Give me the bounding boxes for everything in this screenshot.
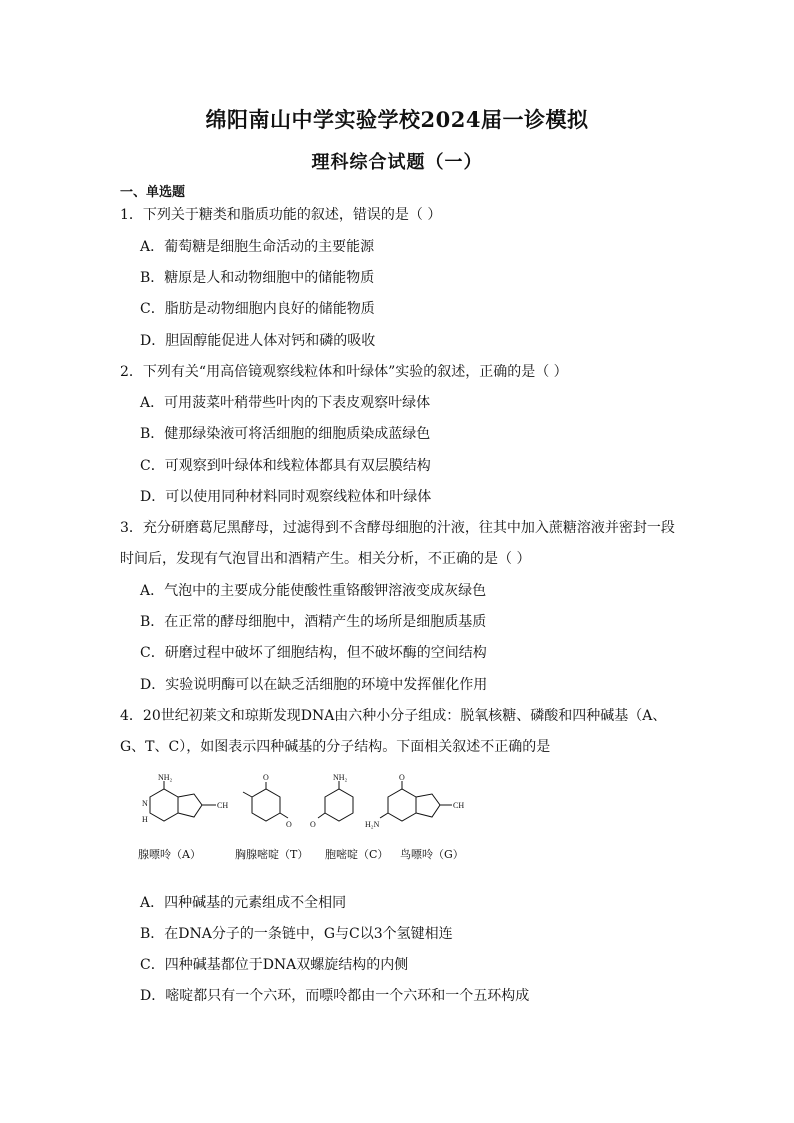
question-4-option-b: B．在DNA分子的一条链中，G与C以3个氢键相连 bbox=[140, 926, 453, 942]
adenine-five-ring bbox=[178, 794, 202, 817]
question-4-option-d: D．嘧啶都只有一个六环，而嘌呤都由一个六环和一个五环构成 bbox=[140, 988, 530, 1004]
question-3-option-c: C．研磨过程中破坏了细胞结构，但不破坏酶的空间结构 bbox=[140, 645, 487, 661]
guanine-six-ring bbox=[388, 789, 416, 821]
question-2-option-b: B．健那绿染液可将活细胞的细胞质染成蓝绿色 bbox=[140, 426, 431, 442]
adenine-nh2-label: NH₂ bbox=[158, 773, 173, 782]
question-4-stem-line-2: G、T、C），如图表示四种碱基的分子结构。下面相关叙述不正确的是 bbox=[120, 739, 551, 755]
thymine-o-top-label: O bbox=[263, 773, 269, 782]
question-1-option-c: C．脂肪是动物细胞内良好的储能物质 bbox=[140, 301, 375, 317]
question-3-stem-line-2: 时间后，发现有气泡冒出和酒精产生。相关分析，不正确的是（ ） bbox=[120, 551, 531, 567]
question-3-option-b: B．在正常的酵母细胞中，酒精产生的场所是细胞质基质 bbox=[140, 614, 487, 630]
question-2-stem: 2．下列有关“用高倍镜观察线粒体和叶绿体”实验的叙述，正确的是（ ） bbox=[120, 364, 568, 380]
adenine-ch-label: CH bbox=[217, 801, 229, 810]
thymine-ring bbox=[252, 789, 280, 821]
question-3-option-d: D．实验说明酶可以在缺乏活细胞的环境中发挥催化作用 bbox=[140, 677, 488, 693]
guanine-five-ring bbox=[416, 794, 440, 817]
exam-title: 绵阳南山中学实验学校2024届一诊模拟 bbox=[205, 107, 589, 132]
guanine-h2n-label: H₂N bbox=[365, 820, 380, 829]
question-4-stem-line-1: 4．20世纪初莱文和琼斯发现DNA由六种小分子组成：脱氧核糖、磷酸和四种碱基（A、 bbox=[120, 708, 667, 724]
guanine-ch-label: CH bbox=[453, 801, 465, 810]
bases-structure-svg bbox=[130, 772, 510, 867]
question-3-option-a: A．气泡中的主要成分能使酸性重铬酸钾溶液变成灰绿色 bbox=[140, 583, 487, 599]
question-1-option-b: B．糖原是人和动物细胞中的储能物质 bbox=[140, 270, 375, 286]
cytosine-nh2-label: NH₂ bbox=[333, 773, 348, 782]
question-1-stem: 1．下列关于糖类和脂质功能的叙述，错误的是（ ） bbox=[120, 207, 442, 223]
question-2-option-c: C．可观察到叶绿体和线粒体都具有双层膜结构 bbox=[140, 458, 431, 474]
question-1-option-d: D．胆固醇能促进人体对钙和磷的吸收 bbox=[140, 333, 376, 349]
guanine-o-label: O bbox=[399, 773, 405, 782]
caption-adenine: 腺嘌呤（A） bbox=[138, 848, 201, 861]
question-4-option-a: A．四种碱基的元素组成不全相同 bbox=[140, 895, 347, 911]
adenine-n-label: N bbox=[142, 799, 148, 808]
question-3-stem-line-1: 3．充分研磨葛尼黑酵母，过滤得到不含酵母细胞的汁液，往其中加入蔗糖溶液并密封一段 bbox=[120, 520, 675, 536]
cytosine-o-label: O bbox=[310, 820, 316, 829]
question-4-option-c: C．四种碱基都位于DNA双螺旋结构的内侧 bbox=[140, 957, 409, 973]
section-heading: 一、单选题 bbox=[120, 185, 186, 200]
caption-guanine: 鸟嘌呤（G） bbox=[400, 848, 464, 861]
thymine-o-bottom-label: O bbox=[286, 820, 292, 829]
adenine-six-ring bbox=[150, 789, 178, 821]
cytosine-ring bbox=[325, 789, 353, 821]
exam-subtitle: 理科综合试题（一） bbox=[311, 152, 483, 173]
question-2-option-a: A．可用菠菜叶稍带些叶肉的下表皮观察叶绿体 bbox=[140, 395, 431, 411]
bases-structure-figure bbox=[130, 772, 510, 867]
caption-thymine: 胸腺嘧啶（T） bbox=[235, 848, 309, 861]
question-2-option-d: D．可以使用同种材料同时观察线粒体和叶绿体 bbox=[140, 489, 432, 505]
caption-cytosine: 胞嘧啶（C） bbox=[325, 848, 389, 861]
question-1-option-a: A．葡萄糖是细胞生命活动的主要能源 bbox=[140, 239, 375, 255]
adenine-h-label: H bbox=[142, 815, 148, 824]
